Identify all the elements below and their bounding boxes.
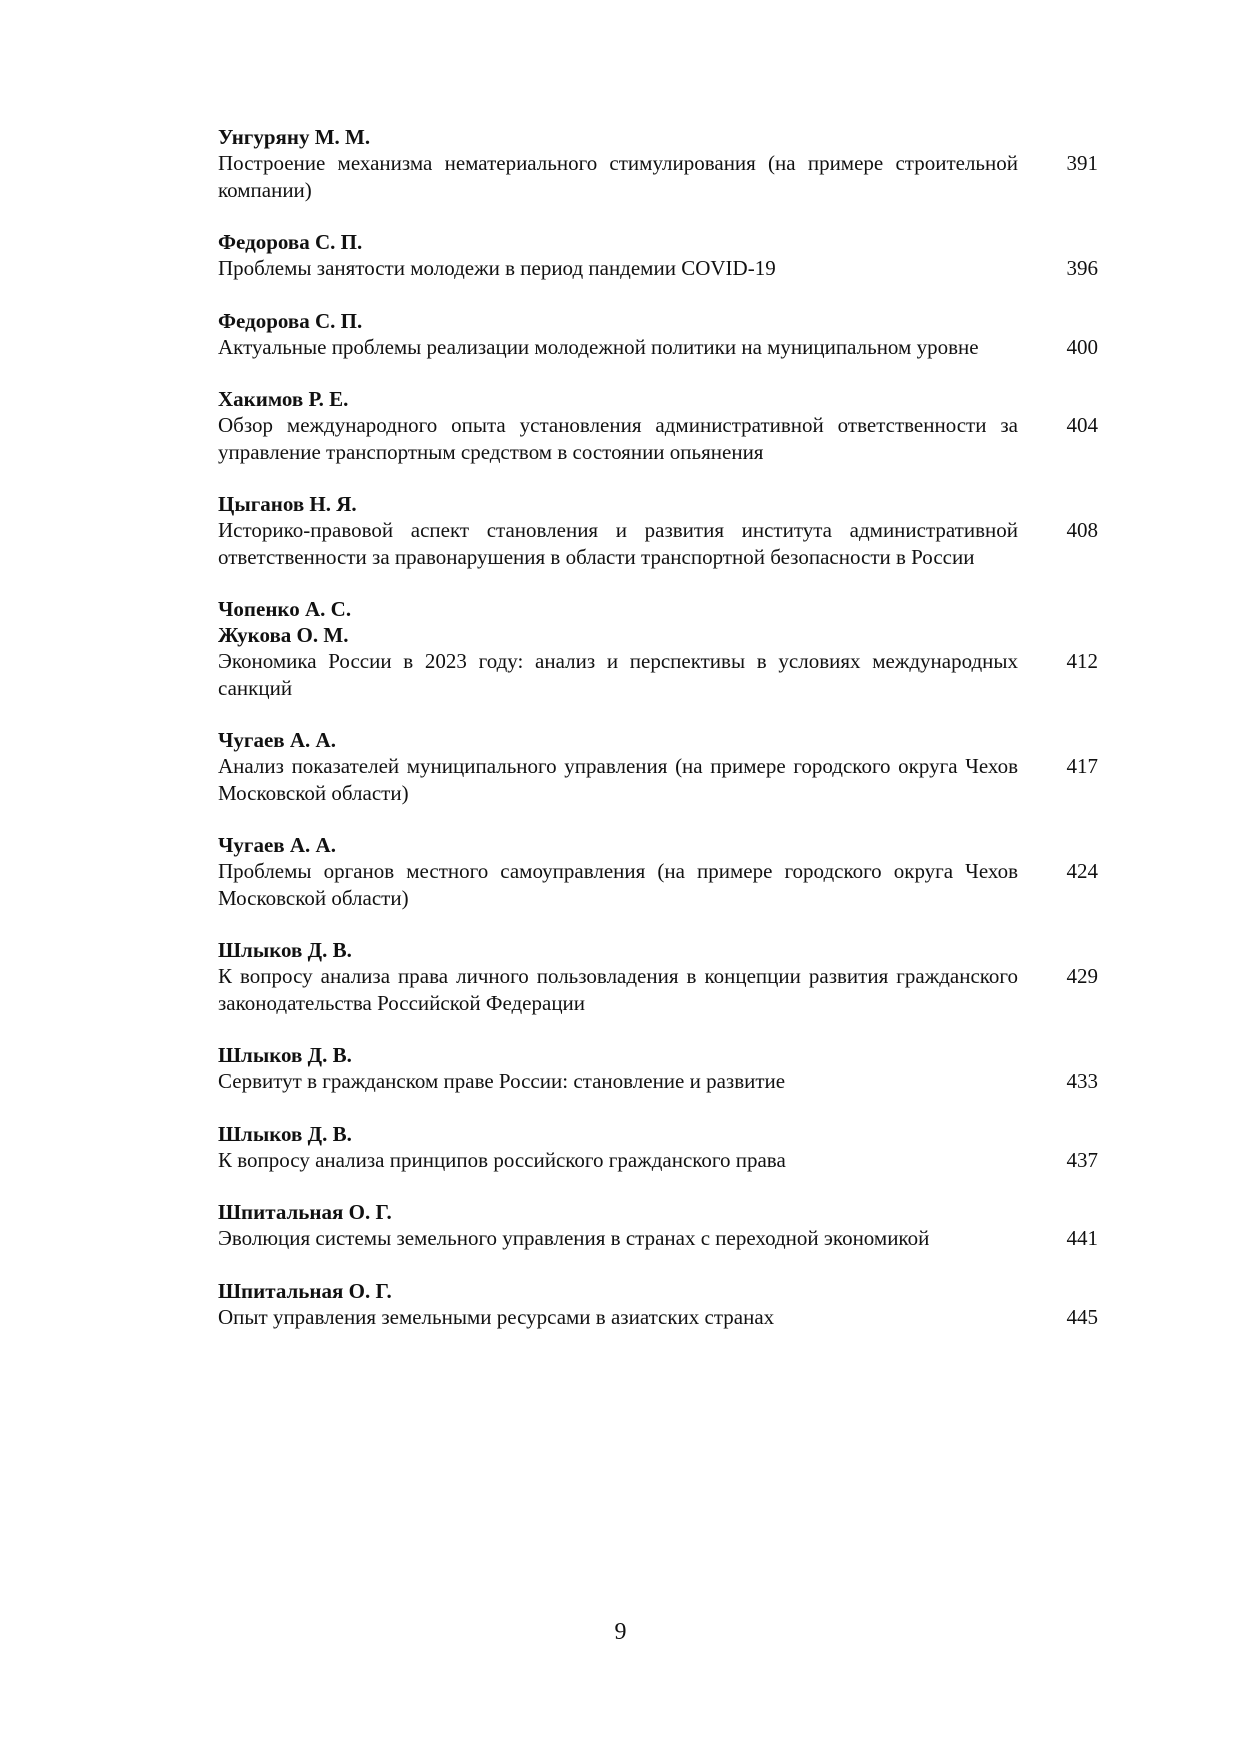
entry-author: Хакимов Р. Е. — [218, 387, 349, 411]
toc-entry — [218, 1199, 1098, 1252]
toc-entry — [218, 491, 1098, 570]
entry-title: К вопросу анализа принципов российского гражданского права — [218, 1147, 786, 1172]
entry-page-number: 396 — [1066, 256, 1098, 280]
table-of-contents — [218, 124, 1098, 1356]
entry-author: Жукова О. М. — [218, 623, 349, 647]
toc-entry — [218, 1042, 1098, 1095]
toc-entry — [218, 832, 1098, 911]
entry-page-number: 412 — [1066, 649, 1098, 673]
entry-page-number: 441 — [1066, 1226, 1098, 1250]
entry-page-number: 404 — [1066, 413, 1098, 437]
toc-entry — [218, 596, 1098, 701]
entry-author: Чугаев А. А. — [218, 833, 336, 857]
entry-title: Актуальные проблемы реализации молодежной политики на муниципальном уровне — [218, 334, 979, 359]
toc-entry — [218, 1278, 1098, 1331]
entry-page-number: 437 — [1066, 1147, 1098, 1172]
entry-author: Чопенко А. С. — [218, 597, 352, 621]
entry-page-number: 417 — [1066, 754, 1098, 778]
entry-page-number: 424 — [1066, 859, 1098, 883]
entry-title: Проблемы органов местного самоуправления (на примере городского округа Чехов Московской области) — [218, 859, 1018, 910]
entry-title: Эволюция системы земельного управления в странах с переходной экономикой — [218, 1226, 930, 1250]
toc-entry — [218, 229, 1098, 282]
entry-author: Шлыков Д. В. — [218, 938, 352, 962]
entry-title: Обзор международного опыта установления административной ответственности за управление транспортным средством в состоянии опьянения — [218, 413, 1018, 464]
entry-title: Проблемы занятости молодежи в период пандемии COVID-19 — [218, 256, 776, 280]
entry-author: Шпитальная О. Г. — [218, 1278, 392, 1303]
entry-title: Анализ показателей муниципального управления (на примере городского округа Чехов Московской области) — [218, 754, 1018, 805]
entry-author: Цыганов Н. Я. — [218, 492, 357, 516]
entry-author: Шпитальная О. Г. — [218, 1200, 392, 1224]
toc-entry — [218, 937, 1098, 1016]
toc-entry — [218, 386, 1098, 465]
entry-page-number: 445 — [1066, 1304, 1098, 1329]
entry-title: Построение механизма нематериального стимулирования (на примере строительной компании) — [218, 151, 1018, 202]
entry-author: Федорова С. П. — [218, 230, 363, 254]
toc-entry — [218, 308, 1098, 361]
entry-title: К вопросу анализа права личного пользовладения в концепции развития гражданского законодательства Российской Федерации — [218, 964, 1018, 1015]
entry-title: Историко-правовой аспект становления и развития института административной ответственности за правонарушения в области транспортной безопасности в России — [218, 518, 1018, 569]
page-footer-number: 9 — [614, 1619, 627, 1645]
entry-author: Чугаев А. А. — [218, 728, 336, 752]
entry-author: Федорова С. П. — [218, 308, 363, 333]
entry-title: Экономика России в 2023 году: анализ и перспективы в условиях международных санкций — [218, 649, 1018, 700]
toc-entry — [218, 727, 1098, 806]
entry-title: Опыт управления земельными ресурсами в азиатских странах — [218, 1304, 775, 1329]
entry-page-number: 408 — [1066, 518, 1098, 542]
entry-page-number: 391 — [1066, 151, 1098, 175]
toc-entry — [218, 1121, 1098, 1174]
entry-title: Сервитут в гражданском праве России: становление и развитие — [218, 1069, 786, 1093]
entry-author: Шлыков Д. В. — [218, 1121, 352, 1146]
entry-page-number: 400 — [1066, 334, 1098, 359]
entry-page-number: 433 — [1066, 1069, 1098, 1093]
entry-author: Унгуряну М. М. — [218, 125, 371, 149]
entry-page-number: 429 — [1066, 964, 1098, 988]
entry-author: Шлыков Д. В. — [218, 1043, 352, 1067]
toc-entry — [218, 124, 1098, 203]
